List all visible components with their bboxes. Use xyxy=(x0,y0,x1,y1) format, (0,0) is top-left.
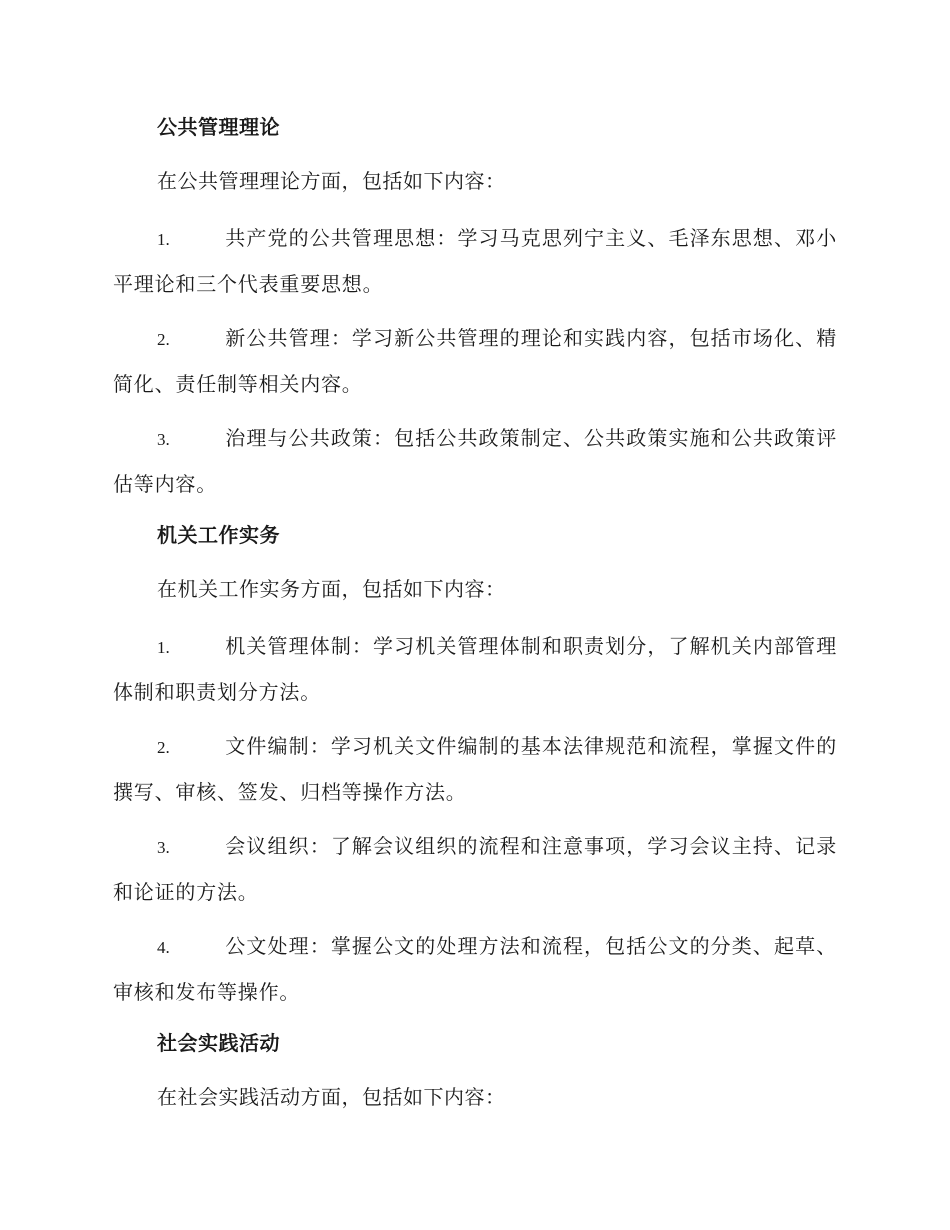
list-item xyxy=(113,824,837,914)
item-text: 新公共管理：学习新公共管理的理论和实践内容，包括市场化、精简化、责任制等相关内容。 xyxy=(113,326,837,396)
item-number: 1. xyxy=(157,230,170,249)
item-text: 公文处理：掌握公文的处理方法和流程，包括公文的分类、起草、审核和发布等操作。 xyxy=(113,934,837,1004)
list-item xyxy=(113,216,837,306)
section-social-practice xyxy=(113,1024,837,1116)
list-item xyxy=(113,416,837,506)
item-text: 共产党的公共管理思想：学习马克思列宁主义、毛泽东思想、邓小平理论和三个代表重要思想。 xyxy=(113,226,837,296)
item-number: 2. xyxy=(157,330,170,349)
section-intro: 在公共管理理论方面，包括如下内容： xyxy=(157,169,506,193)
list-item xyxy=(113,624,837,714)
item-number: 3. xyxy=(157,838,170,857)
list-item xyxy=(113,924,837,1014)
item-text: 会议组织：了解会议组织的流程和注意事项，学习会议主持、记录和论证的方法。 xyxy=(113,834,837,904)
item-number: 1. xyxy=(157,638,170,657)
item-number: 4. xyxy=(157,938,170,957)
item-text: 机关管理体制：学习机关管理体制和职责划分，了解机关内部管理体制和职责划分方法。 xyxy=(113,634,837,704)
item-text: 治理与公共政策：包括公共政策制定、公共政策实施和公共政策评估等内容。 xyxy=(113,426,837,496)
section-public-management xyxy=(113,108,837,506)
list-item xyxy=(113,724,837,814)
section-intro: 在机关工作实务方面，包括如下内容： xyxy=(157,577,506,601)
section-heading: 社会实践活动 xyxy=(157,1031,280,1055)
item-text: 文件编制：学习机关文件编制的基本法律规范和流程，掌握文件的撰写、审核、签发、归档等操作方法。 xyxy=(113,734,837,804)
item-number: 2. xyxy=(157,738,170,757)
section-heading: 公共管理理论 xyxy=(157,115,280,139)
section-office-work xyxy=(113,516,837,1014)
section-intro: 在社会实践活动方面，包括如下内容： xyxy=(157,1085,506,1109)
section-heading: 机关工作实务 xyxy=(157,523,280,547)
list-item xyxy=(113,316,837,406)
document-page xyxy=(113,108,837,1132)
item-number: 3. xyxy=(157,430,170,449)
